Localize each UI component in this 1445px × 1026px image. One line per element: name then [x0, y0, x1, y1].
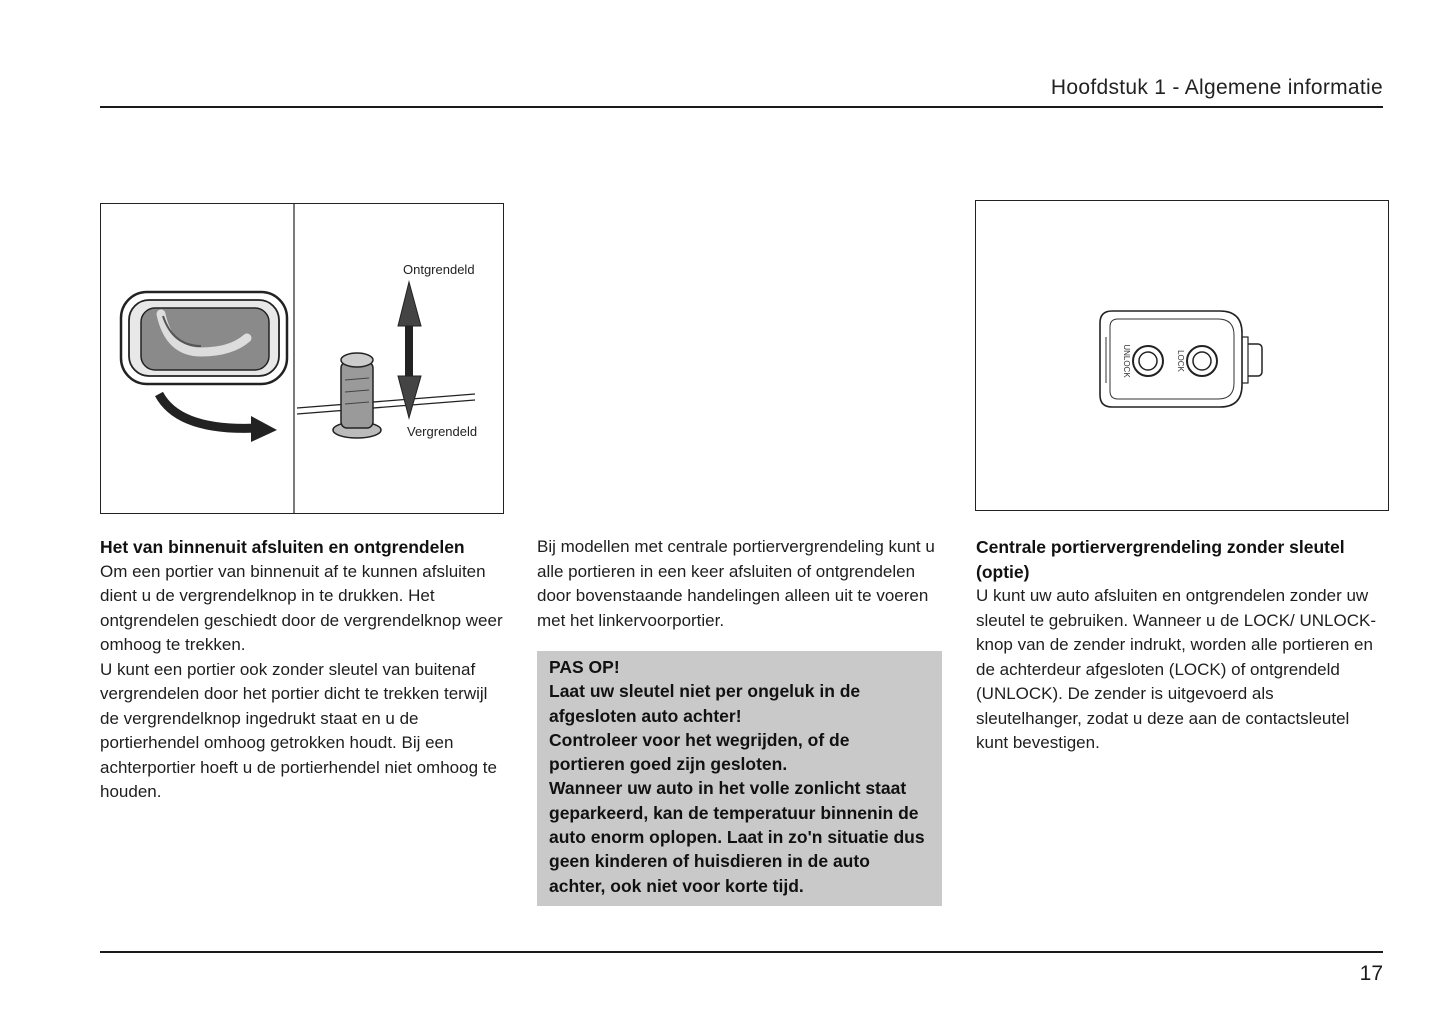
chapter-title: Hoofdstuk 1 - Algemene informatie: [1050, 76, 1383, 99]
warning-box: [537, 651, 942, 906]
paragraph-lock-without-key: U kunt een portier ook zonder sleutel van buitenaf vergrendelen door het portier dicht te trekken terwijl de vergrendelknop ingedrukt staat en u de portierhendel omhoog getrokken houdt. Bij een achterportier hoeft u de portierhendel niet omhoog te houden.: [100, 659, 497, 801]
label-locked: Vergrendeld: [407, 424, 478, 439]
unlock-button-label: UNLOCK: [1122, 344, 1131, 378]
page-number: 17: [1359, 962, 1383, 985]
warning-key-inside: Laat uw sleutel niet per ongeluk in de afgesloten auto achter!: [549, 681, 861, 726]
column-left: [100, 535, 504, 805]
lock-button-label: LOCK: [1176, 350, 1185, 372]
column-right: [976, 535, 1384, 756]
lock-knob-icon: [333, 353, 381, 438]
column-middle: [537, 535, 942, 633]
warning-title: PAS OP!: [549, 657, 620, 677]
curved-arrow-right-icon: [159, 394, 277, 442]
key-fob-drawing: [976, 201, 1388, 510]
door-lock-illustration: [100, 203, 504, 514]
paragraph-central-locking: Bij modellen met centrale portiervergrendeling kunt u alle portieren in een keer afsluiten of ontgrendelen door bovenstaande handelingen alleen uit te voeren met het linkervoorportier.: [537, 537, 935, 630]
warning-check-doors: Controleer voor het wegrijden, of de portieren goed zijn gesloten.: [549, 729, 850, 775]
section-heading-interior-lock: Het van binnenuit afsluiten en ontgrendelen: [100, 537, 465, 557]
header-rule: [100, 106, 1383, 108]
footer-rule: [100, 951, 1383, 953]
door-handle-icon: [121, 292, 287, 384]
double-arrow-vertical-icon: [398, 282, 421, 418]
warning-heat: Wanneer uw auto in het volle zonlicht staat geparkeerd, kan de temperatuur binnenin de auto enorm oplopen. Laat in zo'n situatie dus geen kinderen of huisdieren in de auto achter, ook niet voor korte tijd.: [549, 778, 925, 896]
key-fob-illustration: [975, 200, 1389, 511]
paragraph-lock-from-inside: Om een portier van binnenuit af te kunnen afsluiten dient u de vergrendelknop in te drukken. Het ontgrendelen geschiedt door de vergrendelknop weer omhoog te trekken.: [100, 561, 503, 654]
door-lock-drawing: [101, 204, 503, 513]
section-heading-remote-locking: Centrale portiervergrendeling zonder sleutel (optie): [976, 537, 1345, 582]
label-unlocked: Ontgrendeld: [403, 262, 475, 277]
paragraph-remote-locking: U kunt uw auto afsluiten en ontgrendelen zonder uw sleutel te gebruiken. Wanneer u de LOCK/ UNLOCK-knop van de zender indrukt, worden alle portieren en de achterdeur afgesloten (LOCK) of ontgrendeld (UNLOCK). De zender is uitgevoerd als sleutelhanger, zodat u deze aan de contactsleutel kunt bevestigen.: [976, 586, 1377, 752]
